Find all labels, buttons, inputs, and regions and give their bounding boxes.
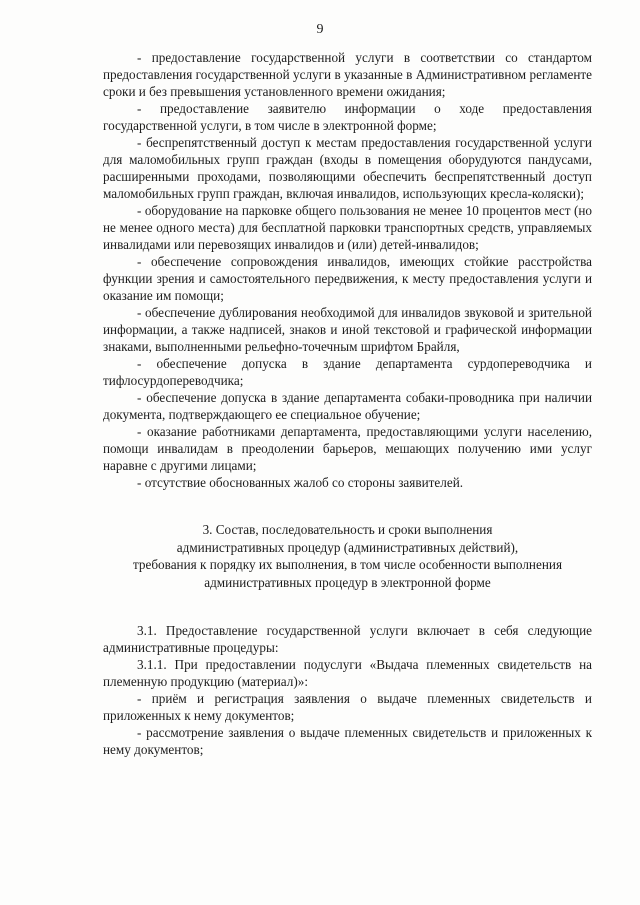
- section-heading-line: административных процедур в электронной форме: [204, 574, 491, 590]
- page-number: 9: [316, 22, 324, 37]
- list-item: - обеспечение допуска в здание департамента сурдопереводчика и тифлосурдопереводчика;: [103, 356, 592, 388]
- document-body: [103, 49, 592, 758]
- list-item: - приём и регистрация заявления о выдаче племенных свидетельств и приложенных к нему документов;: [103, 691, 592, 723]
- paragraph-3-1-1: 3.1.1. При предоставлении подуслуги «Выдача племенных свидетельств на племенную продукцию (материал)»:: [103, 657, 592, 689]
- list-item: - обеспечение сопровождения инвалидов, имеющих стойкие расстройства функции зрения и самостоятельного передвижения, к месту предоставления услуги и оказание им помощи;: [103, 254, 592, 303]
- list-item: - обеспечение допуска в здание департамента собаки-проводника при наличии документа, подтверждающего ее специальное обучение;: [103, 390, 592, 422]
- section-heading: [103, 521, 592, 591]
- list-item: - беспрепятственный доступ к местам предоставления государственной услуги для маломобильных групп граждан (входы в помещения оборудуются пандусами, расширенными проходами, позволяющими обеспечить беспрепятственный доступ маломобильных групп граждан, включая инвалидов, использующих кресла-коляски);: [103, 135, 592, 201]
- section-heading-line: 3. Состав, последовательность и сроки выполнения: [202, 522, 493, 537]
- list-item: - обеспечение дублирования необходимой для инвалидов звуковой и зрительной информации, а также надписей, знаков и иной текстовой и графической информации знаками, выполненными рельефно-точечным шрифтом Брайля,: [103, 305, 592, 354]
- list-item: - оборудование на парковке общего пользования не менее 10 процентов мест (но не менее одного места) для бесплатной парковки транспортных средств, управляемых инвалидами или перевозящих инвалидов и (или) детей-инвалидов;: [103, 203, 592, 252]
- list-item: - рассмотрение заявления о выдаче племенных свидетельств и приложенных к нему документов;: [103, 725, 592, 757]
- list-item: - предоставление заявителю информации о ходе предоставления государственной услуги, в том числе в электронной форме;: [103, 101, 592, 133]
- list-item: - предоставление государственной услуги в соответствии со стандартом предоставления государственной услуги в указанные в Административном регламенте сроки и без превышения установленного времени ожидания;: [103, 50, 592, 99]
- section-heading-line: требования к порядку их выполнения, в том числе особенности выполнения: [132, 557, 563, 572]
- paragraph-3-1: 3.1. Предоставление государственной услуги включает в себя следующие административные процедуры:: [103, 623, 592, 655]
- list-item: - оказание работниками департамента, предоставляющими услуги населению, помощи инвалидам в преодолении барьеров, мешающих получению ими услуг наравне с другими лицами;: [103, 424, 592, 473]
- section-heading-line: административных процедур (административных действий),: [176, 539, 519, 555]
- list-item: - отсутствие обоснованных жалоб со стороны заявителей.: [137, 475, 464, 490]
